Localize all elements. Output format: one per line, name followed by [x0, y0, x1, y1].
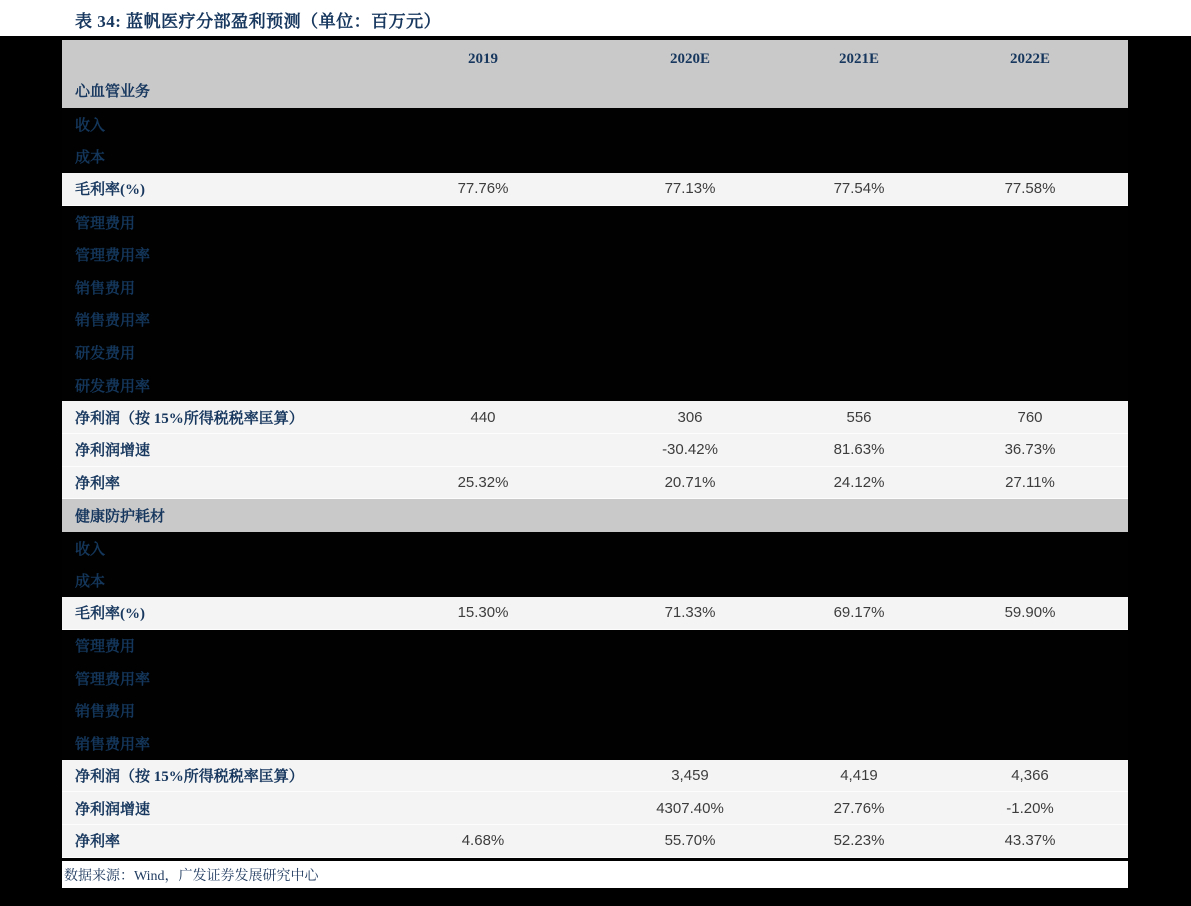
column-header-2022e: 2022E — [1009, 51, 1050, 67]
cell-value: 81.63% — [833, 441, 885, 459]
row-label: 净利润增速 — [75, 443, 151, 460]
row-label: 销售费用 — [75, 704, 136, 721]
row-label: 净利率 — [75, 475, 121, 492]
cell-value: 15.30% — [457, 604, 509, 622]
cell-value: 77.54% — [833, 180, 885, 198]
table-row — [62, 597, 1128, 630]
cell-value: 27.76% — [833, 799, 885, 817]
cell-value: 25.32% — [457, 473, 509, 491]
row-label: 销售费用率 — [75, 313, 151, 330]
cell-value: 4,366 — [1011, 767, 1049, 785]
source-band — [62, 861, 1128, 888]
table-row — [62, 304, 1128, 337]
table-row — [62, 206, 1128, 239]
cell-value: -30.42% — [662, 441, 718, 459]
table-row — [62, 271, 1128, 304]
cell-value: 4.68% — [461, 832, 505, 850]
row-label: 收入 — [75, 117, 106, 134]
cell-value: 440 — [470, 408, 496, 426]
row-label: 管理费用率 — [75, 671, 151, 688]
cell-value: 69.17% — [833, 604, 885, 622]
row-label: 净利率 — [75, 834, 121, 851]
table-row — [62, 825, 1128, 858]
table-row — [62, 173, 1128, 206]
cell-value: 3,459 — [671, 767, 709, 785]
cell-value: 556 — [846, 408, 872, 426]
row-label: 研发费用 — [75, 345, 136, 362]
table-row — [62, 662, 1128, 695]
cell-value: 20.71% — [664, 473, 716, 491]
cell-value: 4,419 — [840, 767, 878, 785]
table-row — [62, 238, 1128, 271]
table-row — [62, 727, 1128, 760]
table-row — [62, 336, 1128, 369]
cell-value: 36.73% — [1004, 441, 1056, 459]
table-row — [62, 401, 1128, 434]
row-label: 毛利率(%) — [75, 606, 145, 623]
table-row — [62, 695, 1128, 728]
cell-value: 77.76% — [457, 180, 509, 198]
cell-value: 27.11% — [1005, 473, 1055, 491]
row-label: 成本 — [75, 574, 106, 591]
table-row — [62, 141, 1128, 174]
cell-value: 760 — [1017, 408, 1043, 426]
table-row — [62, 434, 1128, 467]
column-header-2019: 2019 — [468, 51, 498, 67]
row-label: 毛利率(%) — [75, 182, 145, 199]
row-label: 净利润（按 15%所得税税率匡算） — [75, 769, 304, 786]
title-band — [0, 0, 1191, 36]
cell-value: -1.20% — [1006, 799, 1054, 817]
cell-value: 24.12% — [833, 473, 885, 491]
table-row — [62, 564, 1128, 597]
row-label: 收入 — [75, 541, 106, 558]
table-row — [62, 792, 1128, 825]
row-label: 管理费用率 — [75, 248, 151, 265]
table-row — [62, 532, 1128, 565]
row-label: 销售费用 — [75, 280, 136, 297]
section-header-cardiovascular: 心血管业务 — [75, 84, 151, 100]
row-label: 净利润增速 — [75, 801, 151, 818]
row-label: 销售费用率 — [75, 737, 151, 754]
cell-value: 59.90% — [1004, 604, 1056, 622]
column-header-2020e: 2020E — [669, 51, 710, 67]
table-title: 表 34: 蓝帆医疗分部盈利预测（单位：百万元） — [75, 12, 442, 31]
year-header-row — [62, 40, 1128, 68]
cell-value: 52.23% — [833, 832, 885, 850]
cell-value: 4307.40% — [656, 799, 724, 817]
cell-value: 55.70% — [664, 832, 716, 850]
row-label: 管理费用 — [75, 639, 136, 656]
column-header-2021e: 2021E — [838, 51, 879, 67]
cell-value: 77.13% — [664, 180, 716, 198]
section-header-protective — [62, 499, 1128, 532]
row-label: 研发费用率 — [75, 378, 151, 395]
header-label-spacer — [62, 51, 372, 68]
table-row — [62, 467, 1128, 500]
cell-value: 71.33% — [664, 604, 716, 622]
row-label: 成本 — [75, 150, 106, 167]
table-row — [62, 369, 1128, 402]
data-source-text: 数据来源：Wind，广发证券发展研究中心 — [64, 868, 319, 884]
row-label: 健康防护耗材 — [75, 508, 166, 525]
table-header — [62, 40, 1128, 108]
table-row — [62, 630, 1128, 663]
forecast-table — [62, 40, 1128, 858]
cell-value: 77.58% — [1004, 180, 1056, 198]
table-row — [62, 108, 1128, 141]
row-label: 净利润（按 15%所得税税率匡算） — [75, 410, 304, 427]
table-row — [62, 760, 1128, 793]
row-label: 管理费用 — [75, 215, 136, 232]
cell-value: 306 — [677, 408, 703, 426]
cell-value: 43.37% — [1004, 832, 1056, 850]
